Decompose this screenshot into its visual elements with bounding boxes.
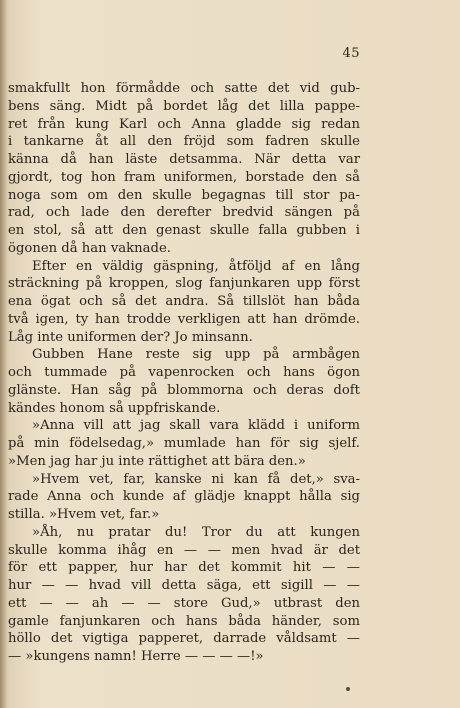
text-line: ett — — ah — — store Gud,» utbrast den (8, 595, 360, 611)
text-line: Gubben Hane reste sig upp på armbågen (32, 347, 360, 363)
page-number: 45 (342, 46, 360, 61)
page-gutter (0, 0, 7, 708)
text-line: Låg inte uniformen der? Jo minsann. (8, 329, 253, 345)
text-line: bens säng. Midt på bordet låg det lilla pappe- (8, 98, 360, 114)
text-line: »Men jag har ju inte rättighet att bära den.» (8, 453, 306, 469)
text-line: i tankarne åt all den fröjd som fadren skulle (8, 134, 360, 150)
text-line: skulle komma ihåg en — — men hvad är det (8, 542, 360, 558)
text-line: rade Anna och kunde af glädje knappt hålla sig (8, 489, 360, 505)
text-line: en stol, så att den genast skulle falla gubben i (8, 223, 360, 238)
text-line: »Anna vill att jag skall vara klädd i uniform (32, 418, 360, 434)
text-line: ena ögat och så det andra. Så tillslöt han båda (8, 294, 360, 309)
text-line: — »kungens namn! Herre — — — —!» (8, 649, 264, 664)
text-line: höllo det vigtiga papperet, darrade våldsamt — (8, 631, 360, 647)
text-line: Efter en väldig gäspning, åtföljd af en lång (32, 258, 360, 274)
body-text (8, 80, 360, 666)
text-line: sträckning på kroppen, slog fanjunkaren upp först (8, 276, 360, 292)
text-line: glänste. Han såg på blommorna och deras doft (8, 382, 360, 398)
text-line: och tummade på vapenrocken och hans ögon (8, 365, 360, 380)
text-line: ögonen då han vaknade. (8, 240, 171, 256)
text-line: gjordt, tog hon fram uniformen, borstade den så (8, 169, 360, 185)
text-line: noga som om den skulle begagnas till stor pa- (8, 187, 360, 203)
text-line: smakfullt hon förmådde och satte det vid gub- (8, 81, 360, 96)
ink-spot (346, 687, 350, 691)
text-line: hur — — hvad vill detta säga, ett sigill — — (8, 578, 360, 593)
text-line: för ett papper, hur har det kommit hit — — (8, 560, 360, 576)
text-line: på min födelsedag,» mumlade han för sig sjelf. (8, 436, 360, 451)
text-line: »Hvem vet, far, kanske ni kan få det,» sva- (32, 471, 360, 487)
text-line: stilla. »Hvem vet, far.» (8, 507, 160, 522)
text-line: rad, och lade den derefter bredvid sängen på (8, 205, 360, 221)
text-line: kändes honom så uppfriskande. (8, 400, 221, 416)
text-line: »Åh, nu pratar du! Tror du att kungen (32, 524, 360, 540)
text-line: ret från kung Karl och Anna gladde sig redan (8, 116, 360, 132)
text-line: känna då han läste detsamma. När detta var (8, 152, 360, 167)
text-line: gamle fanjunkaren och hans båda händer, som (8, 613, 360, 629)
text-line: två igen, ty han trodde verkligen att han drömde. (8, 311, 360, 327)
